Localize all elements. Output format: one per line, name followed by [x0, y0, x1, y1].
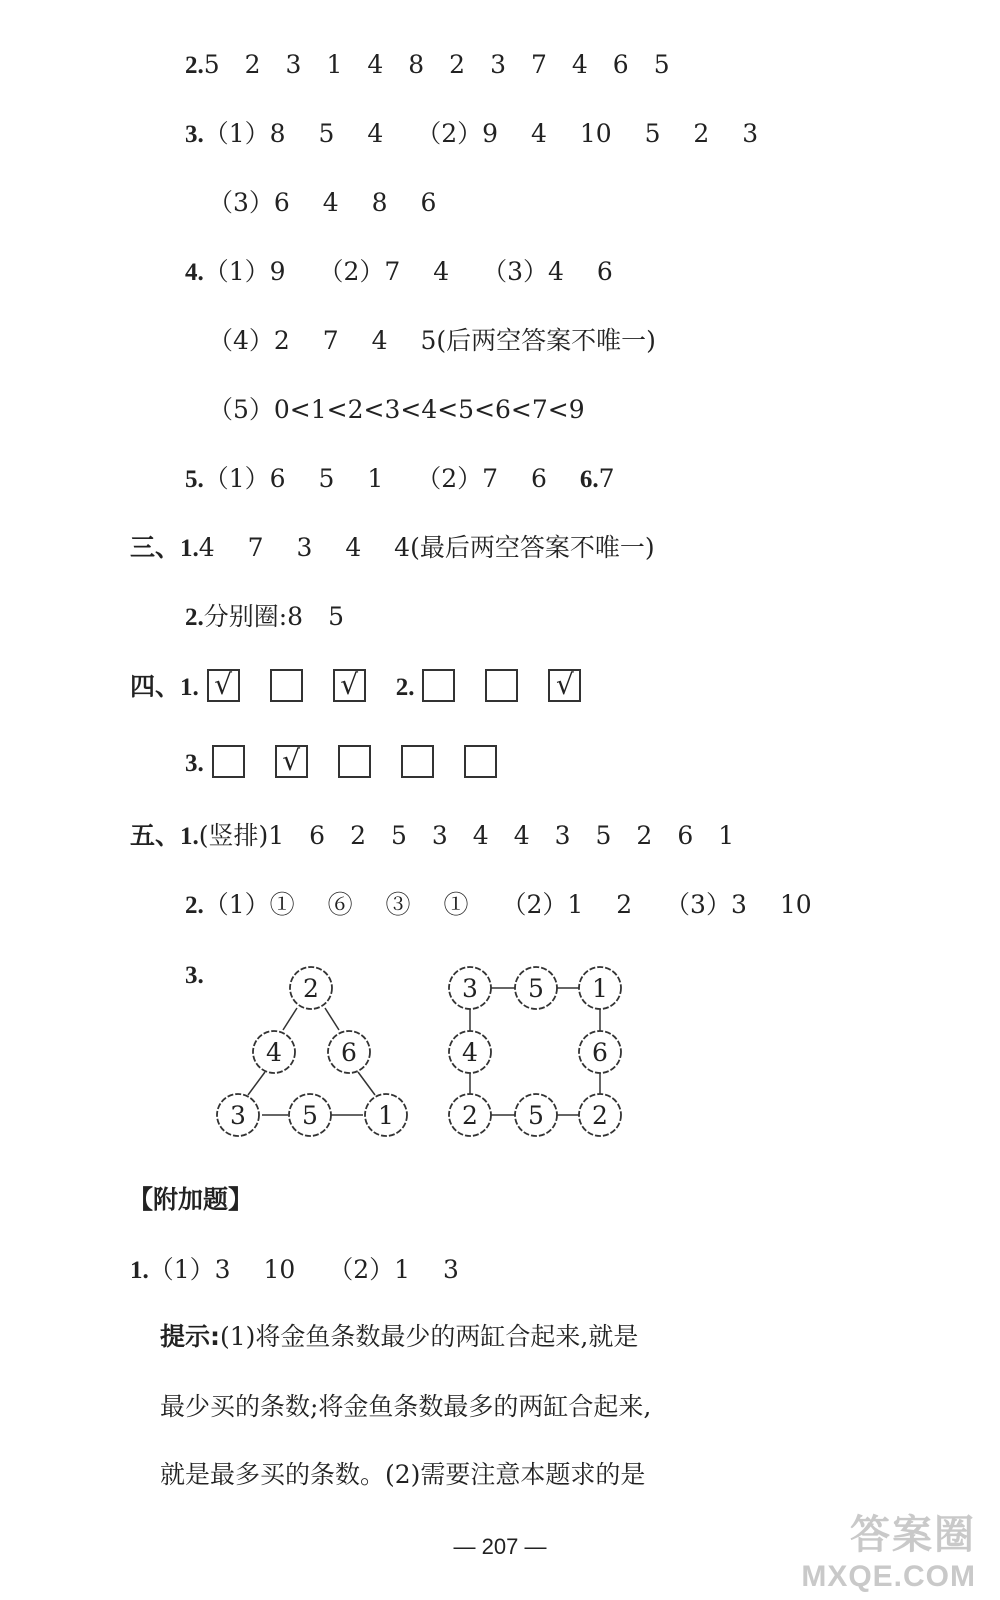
triangle-diagram: [210, 960, 420, 1150]
node-label: 1: [592, 974, 608, 1003]
square-diagram: [435, 960, 645, 1150]
checkbox: [401, 745, 434, 778]
node-label: 3: [462, 974, 478, 1003]
answer-line-3: 3.（1）8 5 4 （2）9 4 10 5 2 3: [185, 119, 759, 148]
watermark: [801, 1503, 976, 1594]
section-4-line-3: 3. √: [185, 748, 527, 781]
extra-line-1: 1.（1）3 10 （2）1 3: [130, 1255, 459, 1284]
checkbox: [270, 669, 303, 702]
node-label: 5: [302, 1101, 318, 1130]
node-label: 6: [592, 1038, 608, 1067]
checkbox: √: [207, 669, 240, 702]
node-label: 5: [528, 1101, 544, 1130]
section-4-line-1: 四、1. √ √ 2. √: [130, 672, 611, 705]
node-label: 1: [378, 1101, 394, 1130]
answer-line-2: 2.5 2 3 1 4 8 2 3 7 4 6 5: [185, 50, 670, 79]
hint-line-3: 就是最多买的条数。(2)需要注意本题求的是: [160, 1460, 646, 1489]
checkbox: √: [548, 669, 581, 702]
answer-line-5-6: 5.（1）6 5 1 （2）7 6 6.7: [185, 464, 615, 493]
answer-line-4-sub4: （4）2 7 4 5(后两空答案不唯一): [208, 326, 656, 355]
section-5-line-3: 3.: [185, 962, 204, 989]
watermark-url: MXQE.COM: [801, 1560, 976, 1593]
page-number: — 207 —: [453, 1534, 547, 1559]
section-3-line-1: 三、1.4 7 3 4 4(最后两空答案不唯一): [130, 533, 655, 562]
watermark-logo-text: 答案圈: [850, 1513, 976, 1557]
node-label: 2: [462, 1101, 478, 1130]
section-5-line-2: 2.（1）① ⑥ ③ ① （2）1 2 （3）3 10: [185, 890, 812, 919]
checkbox: [422, 669, 455, 702]
extra-section-title: 【附加题】: [128, 1185, 254, 1214]
node-label: 5: [528, 974, 544, 1003]
answer-line-4: 4.（1）9 （2）7 4 （3）4 6: [185, 257, 613, 286]
node-label: 4: [462, 1038, 478, 1067]
node-label: 2: [592, 1101, 608, 1130]
node-label: 2: [303, 974, 319, 1003]
section-5-line-1: 五、1.(竖排)1 6 2 5 3 4 4 3 5 2 6 1: [130, 821, 735, 850]
hint-line-1: 提示:(1)将金鱼条数最少的两缸合起来,就是: [160, 1322, 639, 1351]
node-label: 4: [266, 1038, 282, 1067]
node-label: 6: [341, 1038, 357, 1067]
answer-line-4-sub5: （5）0<1<2<3<4<5<6<7<9: [208, 395, 585, 424]
checkbox: √: [333, 669, 366, 702]
checkbox: [338, 745, 371, 778]
checkbox: √: [275, 745, 308, 778]
checkbox: [212, 745, 245, 778]
node-label: 3: [230, 1101, 246, 1130]
checkbox: [485, 669, 518, 702]
hint-line-2: 最少买的条数;将金鱼条数最多的两缸合起来,: [160, 1392, 652, 1421]
section-3-line-2: 2.分别圈:8 5: [185, 602, 344, 631]
checkbox: [464, 745, 497, 778]
answer-line-3-sub3: （3）6 4 8 6: [208, 188, 437, 217]
